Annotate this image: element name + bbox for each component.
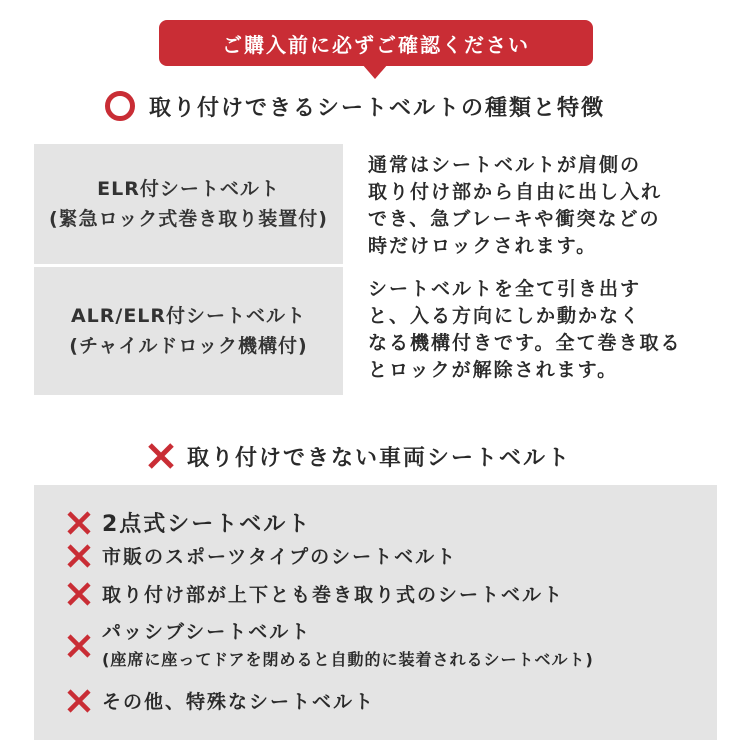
belt-type-cell <box>34 144 343 264</box>
list-item-label: その他、特殊なシートベルト <box>102 691 376 713</box>
list-item-note: (座席に座ってドアを閉めると自動的に装着されるシートベルト) <box>102 650 594 669</box>
list-item <box>66 687 375 714</box>
belt-type-name: ALR/ELR付シートベルト <box>70 305 307 327</box>
belt-type-sub: (チャイルドロック機構付) <box>69 335 308 357</box>
notice-banner-text: ご購入前に必ずご確認ください <box>222 32 530 57</box>
description-line: 通常はシートベルトが肩側の <box>368 154 642 176</box>
description-line: なる機構付きです。全て巻き取る <box>368 332 682 354</box>
list-item-label: 2点式シートベルト <box>102 512 312 537</box>
section-title-incompatible-text: 取り付けできない車両シートベルト <box>187 445 572 471</box>
list-item-label: 取り付け部が上下とも巻き取り式のシートベルト <box>102 584 565 606</box>
list-item <box>66 580 564 607</box>
description-line: と、入る方向にしか動かなく <box>368 305 642 327</box>
description-line: でき、急ブレーキや衝突などの <box>368 208 661 230</box>
notice-banner <box>159 20 593 66</box>
section-title-compatible-text: 取り付けできるシートベルトの種類と特徴 <box>149 95 606 121</box>
banner-pointer <box>362 64 388 79</box>
circle-icon <box>105 91 135 121</box>
description-line: 取り付け部から自由に出し入れ <box>368 181 663 203</box>
list-item-text <box>102 618 594 674</box>
belt-type-description <box>368 152 738 260</box>
incompatible-list-panel <box>34 485 717 740</box>
description-line: 時だけロックされます。 <box>368 235 598 257</box>
belt-type-name: ELR付シートベルト <box>97 178 280 200</box>
section-title-incompatible <box>147 438 571 474</box>
cross-icon <box>147 442 175 470</box>
description-line: とロックが解除されます。 <box>368 359 619 381</box>
list-item <box>66 507 311 538</box>
cross-icon <box>66 633 92 659</box>
description-line: シートベルトを全て引き出す <box>368 278 642 300</box>
list-item <box>66 618 594 674</box>
cross-icon <box>66 543 92 569</box>
belt-type-sub: (緊急ロック式巻き取り装置付) <box>49 208 328 230</box>
list-item-label: パッシブシートベルト <box>102 621 312 643</box>
cross-icon <box>66 581 92 607</box>
list-item <box>66 542 457 569</box>
cross-icon <box>66 510 92 536</box>
list-item-label: 市販のスポーツタイプのシートベルト <box>102 546 458 568</box>
belt-type-cell <box>34 267 343 395</box>
cross-icon <box>66 688 92 714</box>
belt-type-description <box>368 276 738 384</box>
section-title-compatible <box>105 88 605 124</box>
